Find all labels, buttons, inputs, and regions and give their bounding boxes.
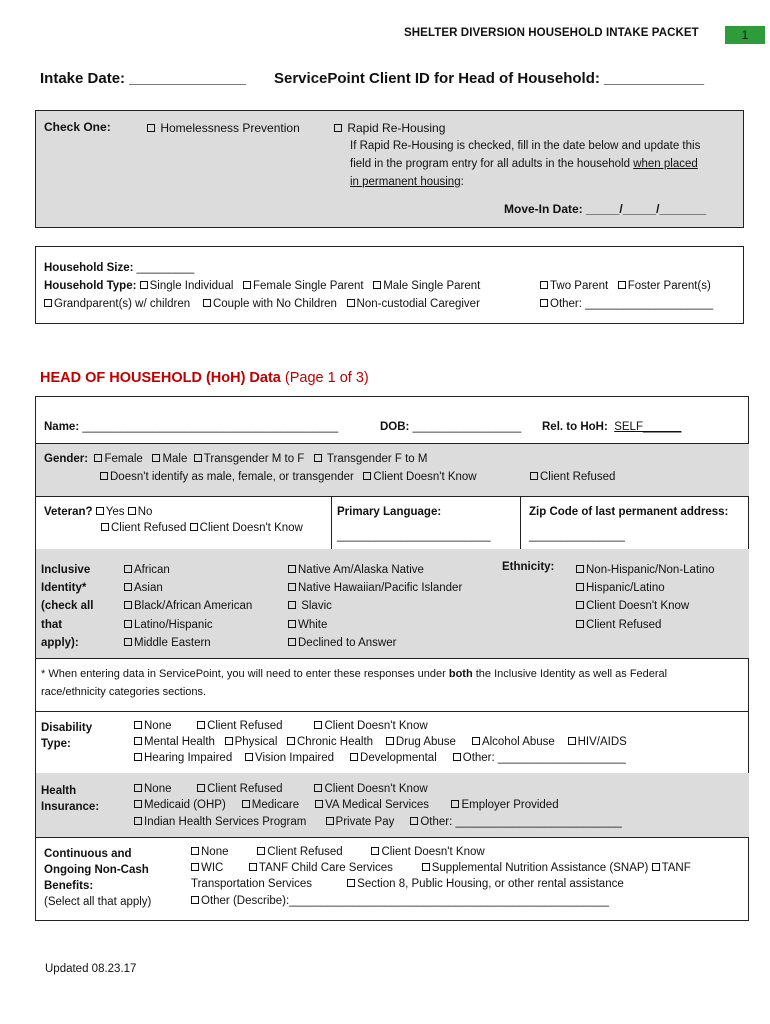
checkbox-icon[interactable] (124, 583, 132, 591)
checkbox-icon[interactable] (453, 753, 461, 761)
checkbox-icon[interactable] (576, 565, 584, 573)
checkbox-icon[interactable] (124, 565, 132, 573)
checkbox-icon[interactable] (288, 583, 296, 591)
veteran-row2: Client Refused Client Doesn't Know (101, 522, 303, 534)
checkbox-icon[interactable] (576, 601, 584, 609)
checkbox-icon[interactable] (124, 638, 132, 646)
checkbox-icon[interactable] (350, 753, 358, 761)
packet-title: SHELTER DIVERSION HOUSEHOLD INTAKE PACKET (404, 27, 699, 39)
checkbox-icon[interactable] (242, 800, 250, 808)
checkbox-icon[interactable] (128, 507, 136, 515)
household-size-field[interactable]: Household Size: _________ (44, 262, 195, 274)
identity-col2: Native Am/Alaska Native Native Hawaiian/Pacific Islander Slavic White Declined to Answer (288, 561, 462, 652)
checkbox-icon[interactable] (422, 863, 430, 871)
checkbox-icon[interactable] (134, 737, 142, 745)
name-field[interactable]: Name: ________________________________________ (44, 421, 339, 433)
checkbox-icon[interactable] (191, 896, 199, 904)
checkbox-icon[interactable] (451, 800, 459, 808)
checkbox-icon[interactable] (243, 281, 251, 289)
hoh-section-title: HEAD OF HOUSEHOLD (HoH) Data (Page 1 of 3) (40, 370, 369, 386)
checkbox-icon[interactable] (152, 454, 160, 462)
check-one-label: Check One: (44, 120, 111, 134)
checkbox-icon[interactable] (347, 879, 355, 887)
checkbox-icon[interactable] (540, 281, 548, 289)
checkbox-icon[interactable] (245, 753, 253, 761)
checkbox-icon[interactable] (540, 299, 548, 307)
intake-date-field[interactable]: Intake Date: ______________ (40, 70, 246, 87)
disability-row2: Mental Health Physical Chronic Health Drug Abuse Alcohol Abuse HIV/AIDS (134, 736, 627, 748)
checkbox-icon[interactable] (225, 737, 233, 745)
checkbox-icon[interactable] (134, 721, 142, 729)
checkbox-icon[interactable] (315, 800, 323, 808)
checkbox-icon[interactable] (134, 784, 142, 792)
checkbox-icon[interactable] (190, 523, 198, 531)
benefits-label: Continuous and Ongoing Non-Cash Benefits: (Select all that apply) (44, 848, 152, 908)
checkbox-icon[interactable] (363, 472, 371, 480)
zip-code-label: Zip Code of last permanent address: (529, 506, 729, 518)
checkbox-icon[interactable] (124, 620, 132, 628)
checkbox-icon[interactable] (134, 753, 142, 761)
rrh-instruction-line1: If Rapid Re-Housing is checked, fill in the date below and update this (350, 140, 701, 152)
household-type-row1b: Two Parent Foster Parent(s) (540, 280, 711, 292)
client-id-field[interactable]: ServicePoint Client ID for Head of Household: ____________ (274, 70, 705, 87)
disability-type-label: Disability Type: (41, 722, 93, 750)
checkbox-icon[interactable] (568, 737, 576, 745)
checkbox-icon[interactable] (288, 638, 296, 646)
checkbox-icon[interactable] (288, 565, 296, 573)
checkbox-icon[interactable] (472, 737, 480, 745)
checkbox-icon[interactable] (576, 583, 584, 591)
checkbox-icon[interactable] (101, 523, 109, 531)
identity-col1: African Asian Black/African American Latino/Hispanic Middle Eastern (124, 561, 252, 652)
insurance-row3: Indian Health Services Program Private Pay Other: __________________________ (134, 816, 622, 828)
page-number-badge: 1 (725, 26, 765, 44)
inclusive-identity-label: Inclusive Identity* (check all that apply): (41, 564, 94, 649)
checkbox-icon[interactable] (191, 847, 199, 855)
checkbox-icon[interactable] (191, 863, 199, 871)
checkbox-icon[interactable] (334, 124, 342, 132)
checkbox-icon[interactable] (314, 784, 322, 792)
checkbox-icon[interactable] (652, 863, 660, 871)
veteran-row1: Veteran? Yes No (44, 506, 153, 518)
household-type-other: Other: ____________________ (540, 298, 713, 310)
checkbox-icon[interactable] (124, 601, 132, 609)
rrh-instruction-line3: in permanent housing: (350, 176, 464, 188)
checkbox-icon[interactable] (197, 784, 205, 792)
household-type-row1: Household Type: Single Individual Female Single Parent Male Single Parent (44, 280, 481, 292)
checkbox-icon[interactable] (288, 601, 296, 609)
checkbox-icon[interactable] (194, 454, 202, 462)
ethnicity-label: Ethnicity: (502, 561, 555, 573)
checkbox-icon[interactable] (147, 124, 155, 132)
checkbox-icon[interactable] (314, 454, 322, 462)
checkbox-icon[interactable] (530, 472, 538, 480)
checkbox-icon[interactable] (134, 800, 142, 808)
benefits-row2: WIC TANF Child Care Services Supplemental Nutrition Assistance (SNAP) TANF (191, 862, 691, 874)
benefits-row1: None Client Refused Client Doesn't Know (191, 846, 485, 858)
benefits-row3: Transportation Services Section 8, Public Housing, or other rental assistance (191, 878, 624, 890)
checkbox-icon[interactable] (197, 721, 205, 729)
identity-note-line2: race/ethnicity categories sections. (41, 686, 207, 698)
checkbox-icon[interactable] (94, 454, 102, 462)
health-insurance-label: Health Insurance: (41, 785, 100, 813)
rel-to-hoh-field[interactable]: Rel. to HoH: SELF______ (542, 421, 682, 433)
checkbox-icon[interactable] (576, 620, 584, 628)
rapid-rehousing-option[interactable]: Rapid Re-Housing (334, 121, 445, 135)
checkbox-icon[interactable] (326, 817, 334, 825)
primary-language-input[interactable]: ________________________ (337, 530, 491, 542)
ethnicity-options: Non-Hispanic/Non-Latino Hispanic/Latino Client Doesn't Know Client Refused (576, 561, 714, 634)
insurance-row2: Medicaid (OHP) Medicare VA Medical Services Employer Provided (134, 799, 559, 811)
gender-band (36, 443, 749, 496)
checkbox-icon[interactable] (410, 817, 418, 825)
checkbox-icon[interactable] (314, 721, 322, 729)
disability-row1: None Client Refused Client Doesn't Know (134, 720, 428, 732)
dob-field[interactable]: DOB: _________________ (380, 421, 522, 433)
checkbox-icon[interactable] (203, 299, 211, 307)
checkbox-icon[interactable] (134, 817, 142, 825)
benefits-other[interactable]: Other (Describe):__________________________________________________ (191, 895, 609, 907)
updated-date: Updated 08.23.17 (45, 963, 137, 975)
checkbox-icon[interactable] (257, 847, 265, 855)
zip-code-input[interactable]: _______________ (529, 530, 625, 542)
household-type-row2: Grandparent(s) w/ children Couple with No Children Non-custodial Caregiver (44, 298, 480, 310)
checkbox-icon[interactable] (44, 299, 52, 307)
checkbox-icon[interactable] (371, 847, 379, 855)
checkbox-icon[interactable] (386, 737, 394, 745)
identity-note-line1: * When entering data in ServicePoint, you will need to enter these responses under both the Inclusive Identity as well as Federal (41, 668, 668, 680)
gender-refused: Client Refused (530, 471, 615, 483)
insurance-row1: None Client Refused Client Doesn't Know (134, 783, 428, 795)
rrh-instruction-line2: field in the program entry for all adults in the household when placed (350, 158, 698, 170)
checkbox-icon[interactable] (287, 737, 295, 745)
move-in-date-field[interactable]: Move-In Date: _____/_____/_______ (504, 202, 707, 216)
checkbox-icon[interactable] (373, 281, 381, 289)
checkbox-icon[interactable] (347, 299, 355, 307)
checkbox-icon[interactable] (96, 507, 104, 515)
checkbox-icon[interactable] (140, 281, 148, 289)
homelessness-prevention-option[interactable]: Homelessness Prevention (147, 121, 300, 135)
checkbox-icon[interactable] (618, 281, 626, 289)
checkbox-icon[interactable] (288, 620, 296, 628)
checkbox-icon[interactable] (249, 863, 257, 871)
gender-row1: Gender: Female Male Transgender M to F Transgender F to M (44, 453, 428, 465)
disability-row3: Hearing Impaired Vision Impaired Developmental Other: ____________________ (134, 752, 626, 764)
gender-row2: Doesn't identify as male, female, or transgender Client Doesn't Know (100, 471, 477, 483)
primary-language-label: Primary Language: (337, 506, 442, 518)
checkbox-icon[interactable] (100, 472, 108, 480)
